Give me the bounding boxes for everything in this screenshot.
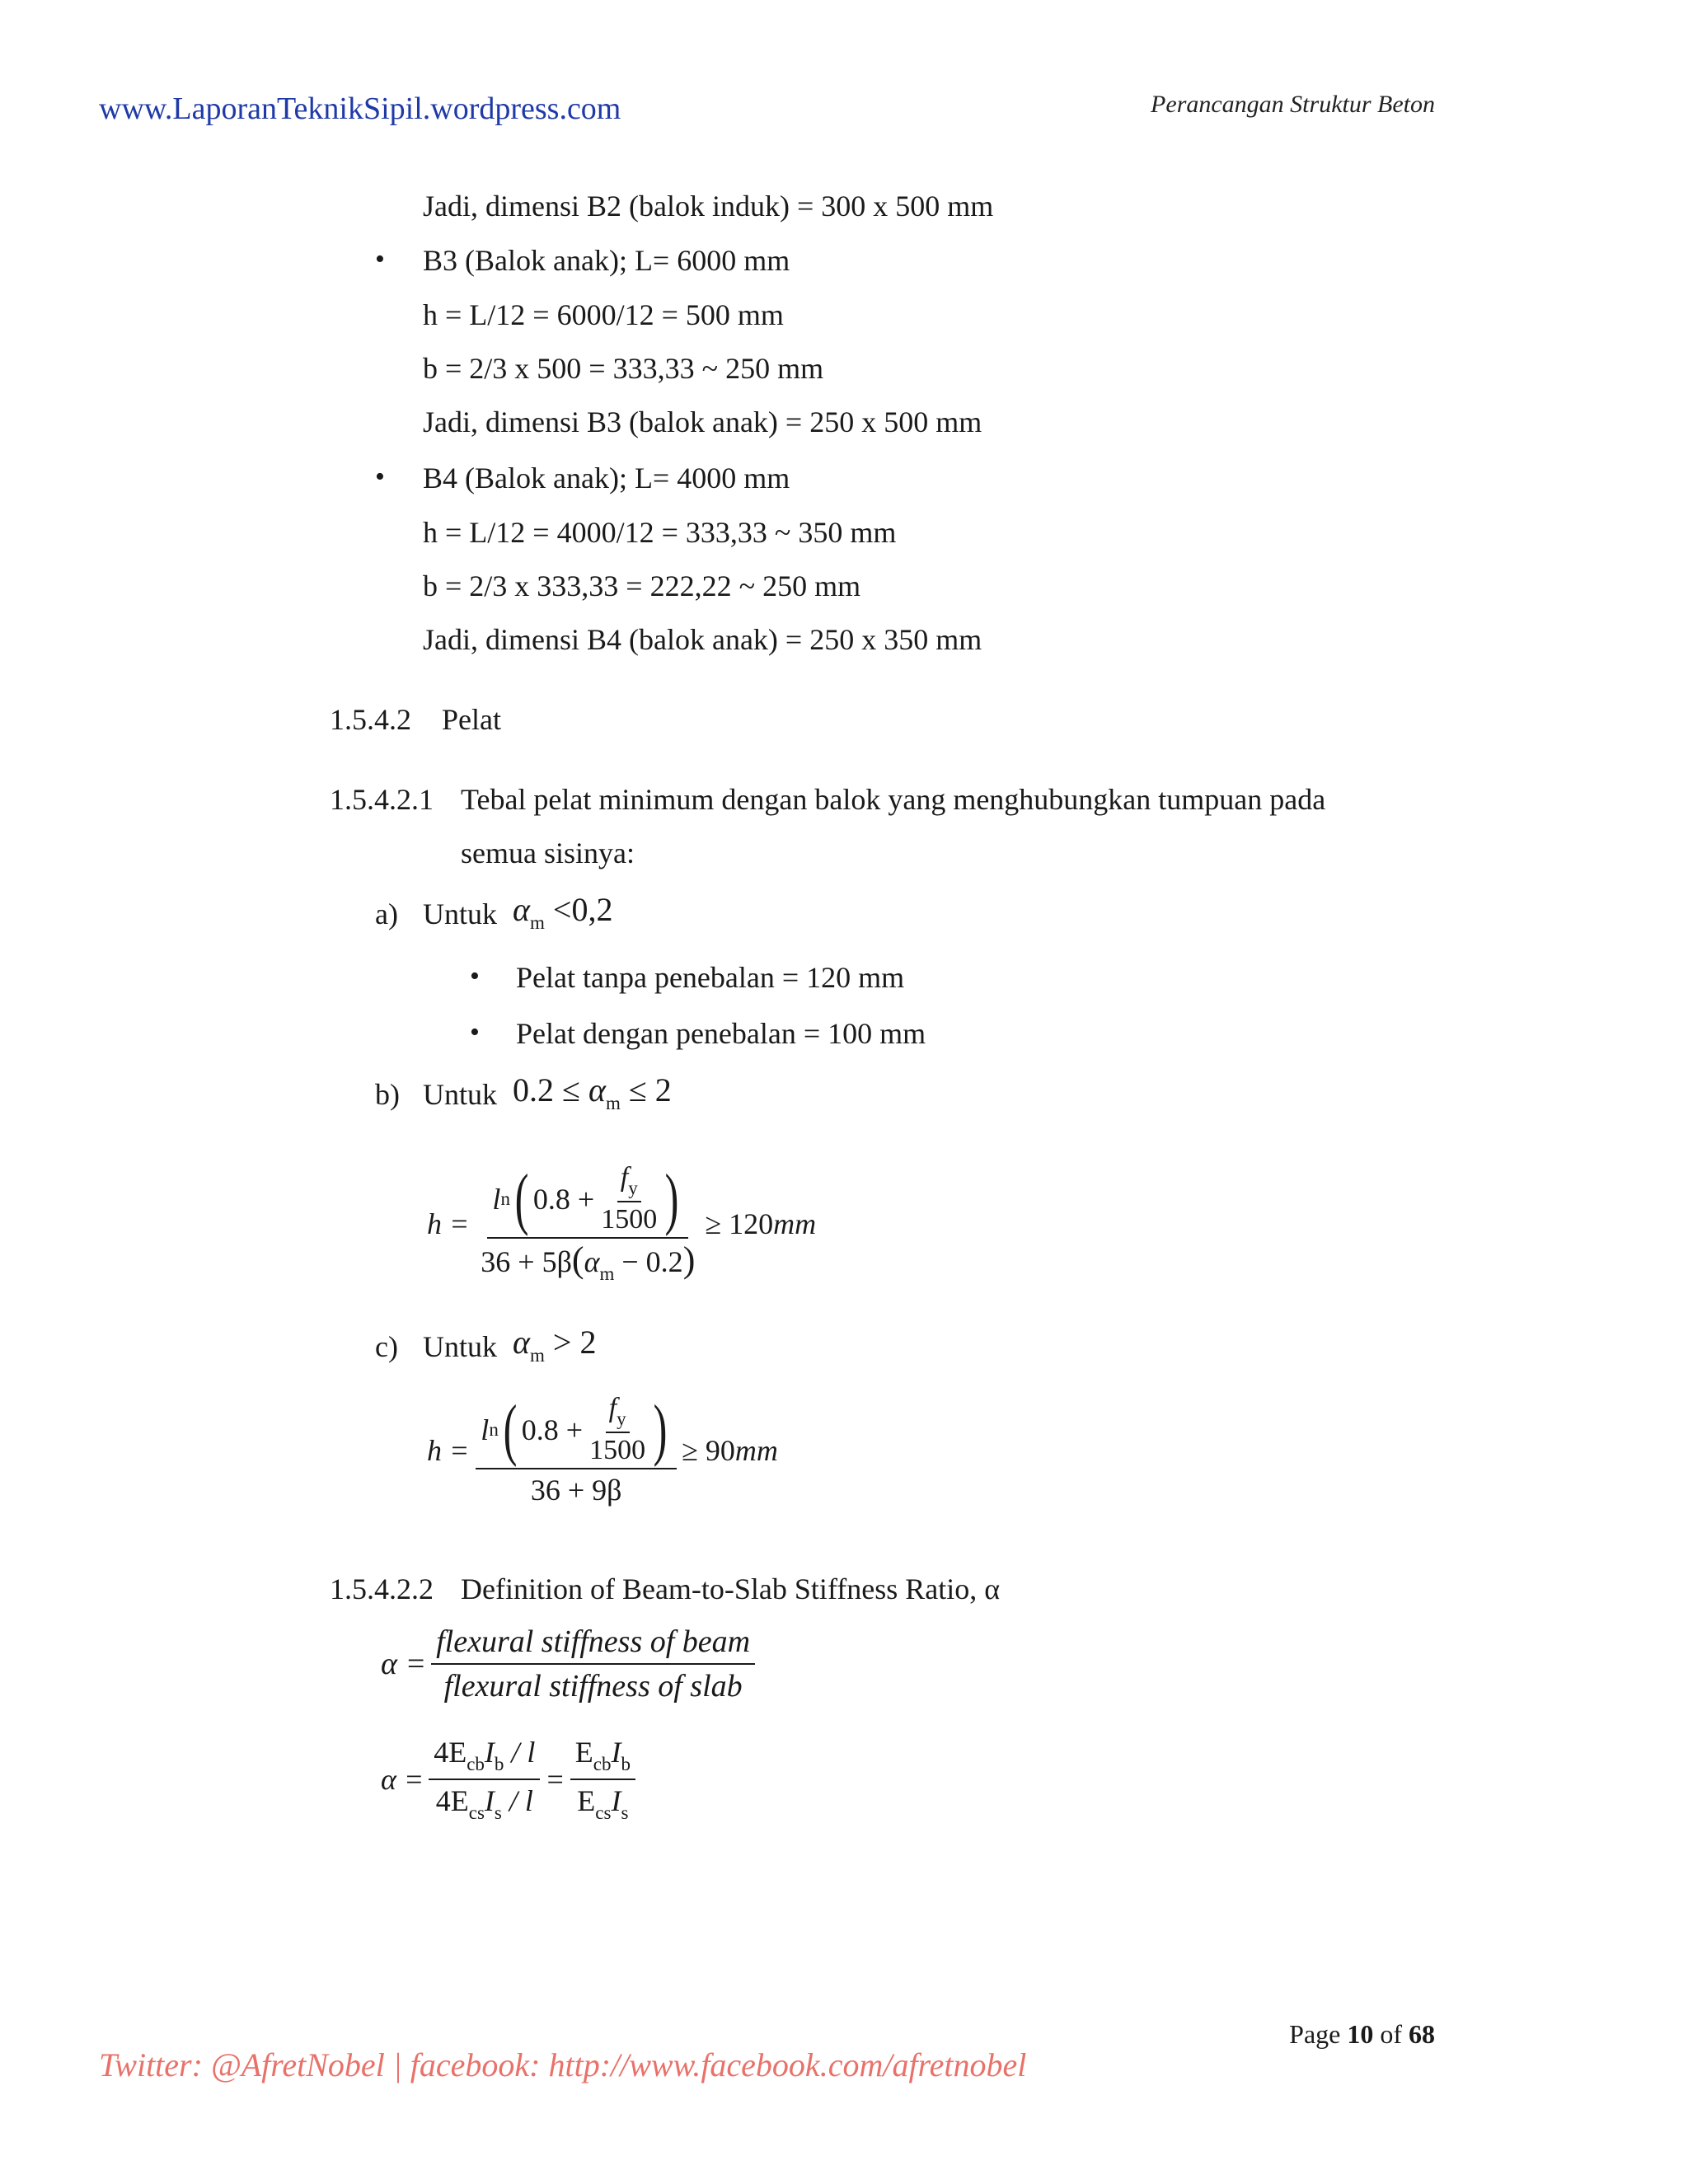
case-b-word: Untuk <box>423 1078 497 1111</box>
formula-c-lhs: h = <box>427 1433 470 1467</box>
section-title-pelat: Pelat <box>442 703 501 736</box>
formula-b-lhs: h = <box>427 1207 470 1240</box>
formula-h-case-c <box>427 1390 778 1507</box>
case-a-word: Untuk <box>423 898 497 930</box>
case-a-label: a) <box>375 898 398 930</box>
case-c-label: c) <box>375 1330 398 1363</box>
b4-result-line: Jadi, dimensi B4 (balok anak) = 250 x 350 mm <box>423 623 982 656</box>
case-c-condition: $\alpha_m > 2$ <box>513 1324 597 1366</box>
section-title-definition: Definition of Beam-to-Slab Stiffness Ratio, α <box>461 1572 1001 1605</box>
formula-b-main-fraction: l n ( 0.8 + $\frac{f_y}{1500}$ ) $36 + 5\beta(\alpha_m - 0.2)$ <box>481 1160 696 1284</box>
b3-b-line: b = 2/3 x 500 = 333,33 ~ 250 mm <box>423 352 824 385</box>
page-number: Page 10 of 68 <box>1289 2019 1435 2049</box>
section-title-tebal-line1: Tebal pelat minimum dengan balok yang menghubungkan tumpuan pada <box>461 783 1326 816</box>
section-number-pelat: 1.5.4.2 <box>330 703 411 736</box>
footer-social-links[interactable]: Twitter: @AfretNobel | facebook: http://www.facebook.com/afretnobel <box>99 2046 1027 2083</box>
case-b-condition: $0.2 \le \alpha_m \le 2$ <box>513 1071 672 1113</box>
bullet-icon: • <box>470 961 480 991</box>
formula-c-main-fraction: l n ( 0.8 + $\frac{f_y}{1500}$ ) 36 + 9β <box>476 1393 677 1507</box>
case-a-condition: $\alpha_m <0,2$ <box>513 891 613 933</box>
formula-b-rhs: ≥ 120 <box>705 1207 774 1240</box>
case-b-label: b) <box>375 1078 400 1111</box>
bullet-icon: • <box>375 244 385 274</box>
b3-title: B3 (Balok anak); L= 6000 mm <box>423 244 790 277</box>
alpha-stiffness-formula: α = $\frac{4E_{cb}I_b / l}{4E_{cs}I_s / l}$ = $\frac{E_{cb}I_b}{E_{cs}I_s}$ <box>381 1735 635 1824</box>
section-number-definition: 1.5.4.2.2 <box>330 1572 434 1605</box>
bullet-icon: • <box>375 462 385 492</box>
formula-c-rhs: ≥ 90 <box>682 1433 735 1467</box>
section-title-tebal-line2: semua sisinya: <box>461 837 635 869</box>
b4-title: B4 (Balok anak); L= 4000 mm <box>423 462 790 494</box>
section-number-tebal: 1.5.4.2.1 <box>330 783 434 816</box>
case-a-bullet-1: Pelat tanpa penebalan = 120 mm <box>516 961 905 994</box>
b3-result-line: Jadi, dimensi B3 (balok anak) = 250 x 500 mm <box>423 405 982 438</box>
b4-b-line: b = 2/3 x 333,33 = 222,22 ~ 250 mm <box>423 569 861 602</box>
b4-h-line: h = L/12 = 4000/12 = 333,33 ~ 350 mm <box>423 516 897 549</box>
header-site-url[interactable]: www.LaporanTeknikSipil.wordpress.com <box>99 91 621 126</box>
header-document-title: Perancangan Struktur Beton <box>1151 91 1435 118</box>
formula-c-unit: mm <box>734 1433 778 1467</box>
bullet-icon: • <box>470 1017 480 1047</box>
case-a-bullet-2: Pelat dengan penebalan = 100 mm <box>516 1017 926 1050</box>
formula-h-case-b <box>427 1162 816 1285</box>
formula-b-unit: mm <box>773 1207 817 1240</box>
b3-h-line: h = L/12 = 6000/12 = 500 mm <box>423 298 784 331</box>
alpha-definition-formula: α = $\frac{\text{flexural stiffness of beam}}{\text{flexural stiffness of slab}}$ <box>381 1624 755 1704</box>
case-c-word: Untuk <box>423 1330 497 1363</box>
b2-result-line: Jadi, dimensi B2 (balok induk) = 300 x 500 mm <box>423 190 994 223</box>
